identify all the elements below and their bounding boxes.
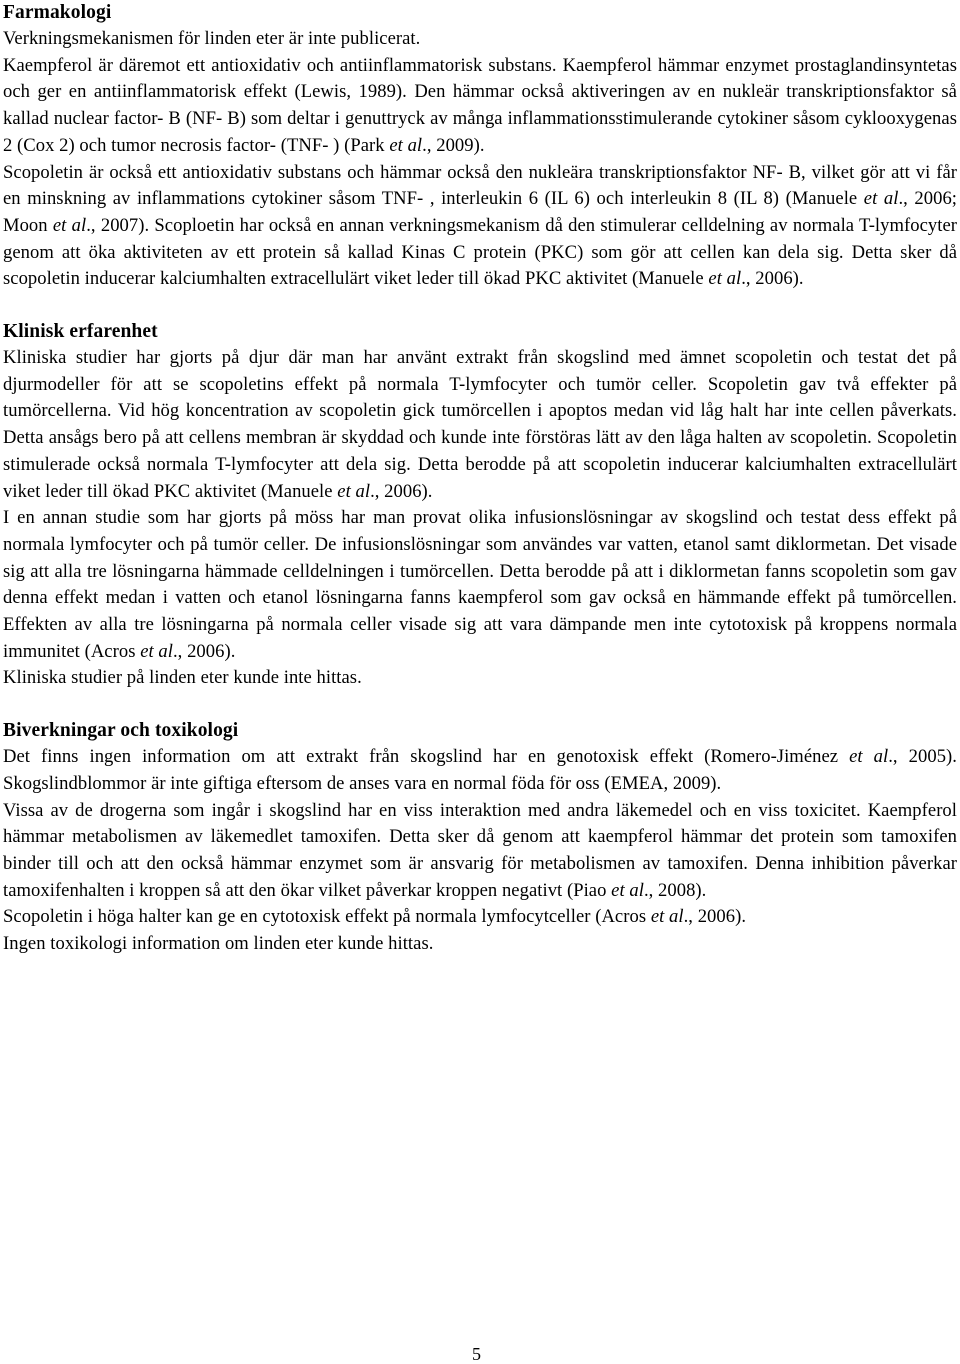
text-run: Kliniska studier på linden eter kunde inte hittas. — [3, 667, 362, 689]
italic-citation: et al — [708, 268, 742, 290]
section-farmakologi — [3, 0, 957, 293]
paragraph — [3, 53, 957, 160]
italic-citation: et al — [863, 188, 899, 210]
paragraph — [3, 505, 957, 665]
document-page — [3, 0, 957, 958]
text-run: Verkningsmekanismen för linden eter är inte publicerat. — [3, 28, 421, 49]
text-run: Kaempferol är däremot ett antioxidativ och antiinflammatorisk substans. Kaempferol hämmar enzymet prostaglandinsyntetas och ger en antiinflammatorisk effekt (Lewis, 1989). Den hämmar också aktiveringen av en nukleär transkriptionsfaktor så kallad nuclear factor- B (NF- B) som deltar i genuttryck av många inflammationsstimulerande cytokiner såsom cyklooxygenas 2 (Cox 2) och tumor necrosis factor- (TNF- ) (Park — [3, 54, 957, 156]
section-spacer — [3, 293, 957, 319]
paragraph — [3, 931, 957, 958]
text-run: Vissa av de drogerna som ingår i skogslind har en viss interaktion med andra läkemedel och en viss toxicitet. Kaempferol hämmar metabolismen av läkemedlet tamoxifen. Detta sker då genom att kaempferol hämmar det protein som tamoxifen binder till och att den också hämmar enzymet som är ansvarig för metabolismen av tamoxifen. Denna inhibition påverkar tamoxifenhalten i kroppen så att den ökar vilket påverkar kroppen negativt (Piao — [3, 799, 957, 901]
paragraph — [3, 345, 957, 505]
paragraph — [3, 904, 957, 931]
paragraph — [3, 798, 957, 905]
text-run: ., 2008). — [643, 879, 707, 901]
italic-citation: et al — [140, 640, 173, 662]
text-run: ., 2009). — [422, 134, 485, 156]
text-run: I en annan studie som har gjorts på möss har man provat olika infusionslösningar av skogslind och testat dess effekt på normala lymfocyter och på tumör celler. De infusionslösningar som användes var vatten, etanol samt diklormetan. Det visade sig att alla tre lösningarna hämmade celldelningen i tumörcellen. Detta berodde på att i diklormetan fanns scopoletin som gav denna effekt medan i vatten och etanol lösningarna fanns kaempferol som gav också en hämmande effekt på tumörcellen. Effekten av alla tre lösningarna på normala celler visade sig att vara dämpande men inte cytotoxisk på kroppens normala immunitet (Acros — [3, 507, 957, 662]
italic-citation: et al — [52, 214, 87, 236]
paragraph — [3, 744, 957, 797]
italic-citation: et al — [849, 746, 889, 768]
text-run: Ingen toxikologi information om linden eter kunde hittas. — [3, 933, 434, 955]
text-run: ., 2006; Moon — [3, 188, 958, 236]
section-heading: Klinisk erfarenhet — [3, 321, 158, 343]
text-run: ., 2006). — [370, 480, 433, 502]
section-heading: Farmakologi — [3, 2, 112, 23]
text-run: Scopoletin är också ett antioxidativ substans och hämmar också den nukleära transkriptionsfaktor NF- B, vilket gör att vi får en minskning av inflammations cytokiner såsom TNF- , interleukin 6 (IL 6) och interleukin 8 (IL 8) (Manuele — [3, 161, 957, 210]
page-number: 5 — [472, 1344, 481, 1364]
text-run: ., 2005). Skogslindblommor är inte giftiga eftersom de anses vara en normal föda för oss (EMEA, 2009). — [3, 746, 957, 794]
section-biverkningar — [3, 718, 957, 958]
text-run: Scopoletin i höga halter kan ge en cytotoxisk effekt på normala lymfocytceller (Acros — [3, 906, 651, 928]
paragraph — [3, 665, 957, 692]
text-run: ., 2006). — [172, 640, 236, 662]
italic-citation: et al — [611, 879, 644, 901]
section-klinisk-erfarenhet — [3, 319, 957, 692]
italic-citation: et al — [337, 480, 371, 502]
text-run: Det finns ingen information om att extrakt från skogslind har en genotoxisk effekt (Romero-Jiménez — [3, 746, 850, 768]
italic-citation: et al — [650, 906, 684, 928]
text-run: Kliniska studier har gjorts på djur där man har använt extrakt från skogslind med ämnet scopoletin och testat det på djurmodeller för att se scopoletins effekt på normala T-lymfocyter och tumör celler. Scopoletin gav två effekter på tumörcellerna. Vid hög koncentration av scopoletin gick tumörcellen i apoptos medan vid låg halt har inte cellen påverkats. Detta ansågs bero på att cellens membran är skyddad och kunde inte förstöras lätt av den låga halten av scopoletin. Scopoletin stimulerade också normala T-lymfocyter att dela sig. Detta berodde på att scopoletin inducerar kalciumhalten extracellulärt viket leder till ökad PKC aktivitet (Manuele — [3, 347, 957, 502]
section-heading: Biverkningar och toxikologi — [3, 720, 239, 742]
text-run: ., 2006). — [741, 268, 804, 290]
text-run: ., 2006). — [683, 906, 747, 928]
text-run: ., 2007). Scoploetin har också en annan verkningsmekanism då den stimulerar celldelning av normala T-lymfocyter genom att öka aktiviteten av ett protein så kallad Kinas C protein (PKC) som gör att cellen kan dela sig. Detta sker då scopoletin inducerar kalciumhalten extracellulärt viket leder till ökad PKC aktivitet (Manuele — [3, 214, 958, 290]
italic-citation: et al — [389, 134, 423, 156]
paragraph — [3, 160, 957, 294]
section-spacer — [3, 692, 957, 718]
paragraph — [3, 26, 957, 53]
